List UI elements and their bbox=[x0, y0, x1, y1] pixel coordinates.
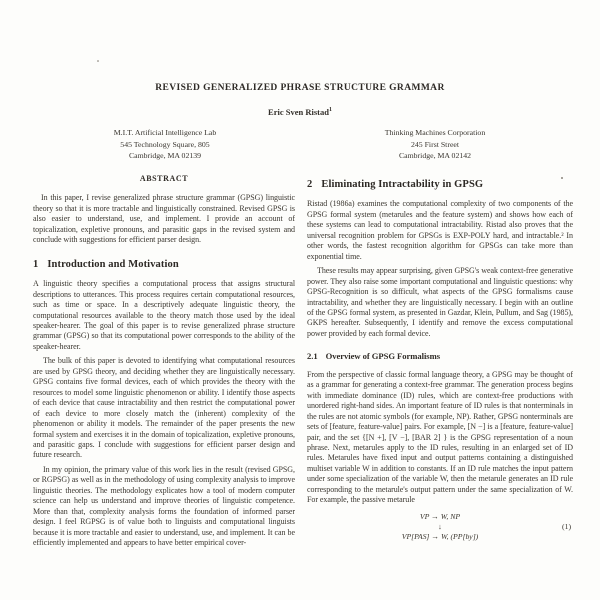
section-2-paragraph-2: These results may appear surprising, given GPSG's weak context-free generative power. They also raise some important computational and linguistic questions: why GPSG-Recognition is so difficult, what aspects of the GPSG formalisms cause intractability, and whether they are linguistically necessary. I begin with an outline of the GPSG formal system, as presented in Gazdar, Klein, Pullum, and Sag (1985), GKPS hereafter. Subsequently, I identify and remove the excess computational power provided by each formal device. bbox=[307, 266, 573, 338]
affiliation-line: 545 Technology Square, 805 bbox=[120, 139, 210, 149]
affiliation-line: Thinking Machines Corporation bbox=[384, 128, 486, 137]
left-column bbox=[33, 172, 295, 600]
section-2-1-paragraph-1: From the perspective of classic formal language theory, a GPSG may be thought of as a grammar for generating a context-free grammar. The generation process begins with immediate dominance (ID) rules, which are context-free productions with unordered right-hand sides. An important feature of ID rules is that nonterminals in the rules are not atomic symbols (for example, NP). Rather, GPSG nonterminals are sets of [feature, feature-value] pairs. For example, [N −] is a [feature, feature-value] pair, and the set {[N +], [V −], [BAR 2] } is the GPSG representation of a noun phrase. Next, metarules apply to the ID rules, resulting in an enlarged set of ID rules. Metarules have fixed input and output patterns containing a distinguished multiset variable W in addition to constants. If an ID rule matches the input pattern under some specialization of the variable W, then the metarule generates an ID rule corresponding to the metarule's output pattern under the same specialization of W. For example, the passive metarule bbox=[307, 369, 573, 505]
right-column bbox=[307, 178, 573, 600]
author-name bbox=[0, 107, 600, 117]
affiliation-line: 245 First Street bbox=[410, 139, 460, 149]
section-2-title: Eliminating Intractability in GPSG bbox=[321, 179, 484, 190]
section-1-number: 1 bbox=[33, 258, 39, 270]
equation-output-pattern: VP[PAS] → W, (PP[by]) bbox=[401, 531, 479, 541]
section-2-1-number: 2.1 bbox=[307, 351, 318, 362]
scan-speck bbox=[561, 177, 563, 179]
section-1-paragraph-1: A linguistic theory specifies a computational process that assigns structural descriptions to utterances. This process requires certain computational resources, such as time or space. In a descriptively adequate linguistic theory, the computational resources available to the theory match those used by the ideal speaker-hearer. The goal of this paper is to revise generalized phrase structure grammar (GPSG) so that its computational power corresponds to the ability of the speaker-hearer. bbox=[33, 279, 295, 351]
section-2-1-title: Overview of GPSG Formalisms bbox=[325, 351, 440, 362]
equation-arrow-icon: ↓ bbox=[438, 521, 442, 531]
affiliation-line: M.I.T. Artificial Intelligence Lab bbox=[113, 128, 217, 137]
passive-metarule-equation bbox=[307, 511, 573, 542]
affiliation-line: Cambridge, MA 02142 bbox=[398, 151, 472, 160]
equation-input-pattern: VP → W, NP bbox=[419, 511, 461, 521]
section-2-number: 2 bbox=[307, 179, 313, 190]
section-1-title: Introduction and Motivation bbox=[47, 258, 179, 270]
section-1-paragraph-3: In my opinion, the primary value of this work lies in the result (revised GPSG, or RGPSG) as well as in the methodology of using complexity analysis to improve linguistic theories. The methodology explicates how a tool of modern computer science can help us understand and improve theories of linguistic competence. More than that, complexity analysis forms the foundation of informed parser design. I feel RGPSG is of value both to linguists and computational linguists because it is more tractable and easier to understand, use, and implement. It can be efficiently implemented and appears to have better empirical cover- bbox=[33, 464, 295, 548]
section-2-heading bbox=[307, 180, 573, 190]
section-2-paragraph-1: Ristad (1986a) examines the computational complexity of two components of the GPSG formal system (metarules and the feature system) and shows how each of these systems can lead to computational intractability. Ristad also proves that the universal recognition problem for GPSGs is EXP-POLY hard, and intractable.² In other words, the fastest recognition algorithm for GPSGs can take more than exponential time. bbox=[307, 199, 573, 261]
section-2-1-heading bbox=[307, 351, 573, 361]
author-footnote-marker: 1 bbox=[328, 107, 332, 114]
affiliation-block-mit bbox=[35, 127, 295, 162]
section-1-heading bbox=[33, 260, 295, 270]
author-name-text: Eric Sven Ristad bbox=[268, 107, 329, 117]
paper-title: REVISED GENERALIZED PHRASE STRUCTURE GRAMMAR bbox=[155, 83, 445, 93]
equation-number: (1) bbox=[562, 521, 571, 531]
abstract-text: In this paper, I revise generalized phrase structure grammar (GPSG) linguistic theory so that it is more tractable and linguistically constrained. Revised GPSG is also easier to understand, use, and implement. I provide an account of topicalization, expletive pronouns, and parasitic gaps in the revised system and conclude with suggestions for efficient parser design. bbox=[33, 193, 295, 245]
affiliation-block-thinking-machines bbox=[305, 127, 565, 162]
scan-speck bbox=[97, 60, 99, 62]
abstract-heading: ABSTRACT bbox=[139, 174, 189, 183]
section-1-paragraph-2: The bulk of this paper is devoted to identifying what computational resources are used by GPSG theory, and deciding whether they are linguistically necessary. GPSG contains five formal devices, each of which provides the theory with the resources to model some linguistic phenomenon or ability. I identify those aspects of each device that cause intractability and then restrict the computational power of each device to more closely match the (inherent) complexity of the phenomenon or ability it models. The remainder of the paper presents the new formal system and exercises it in the domain of topicalization, expletive pronouns, and parasitic gaps. I conclude with suggestions for efficient parser design and future research. bbox=[33, 356, 295, 460]
affiliation-line: Cambridge, MA 02139 bbox=[128, 151, 202, 160]
